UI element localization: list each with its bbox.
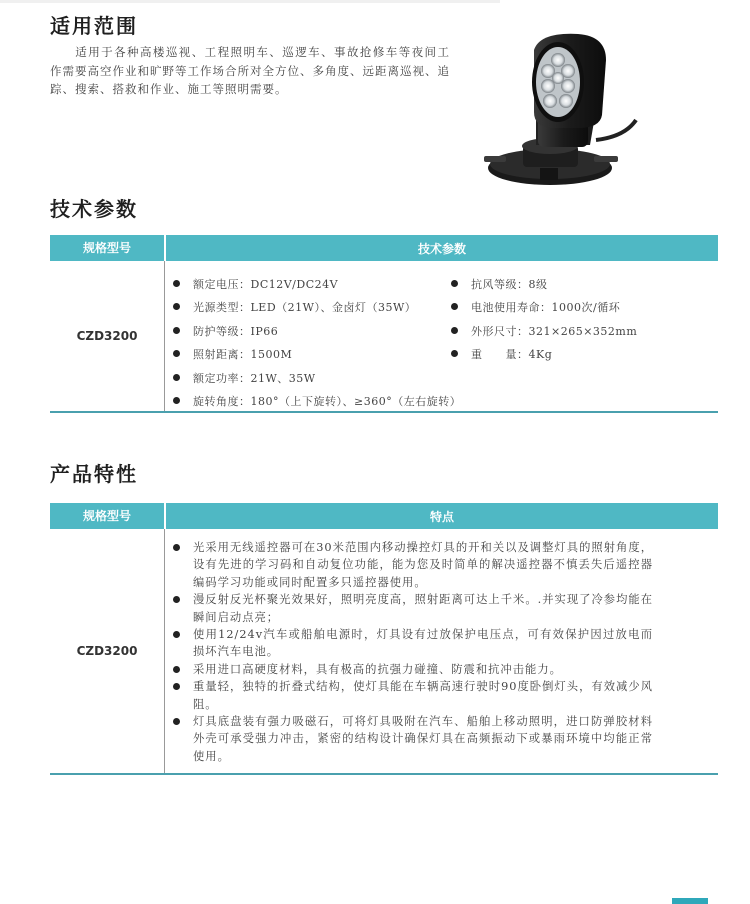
specs-table [50,235,718,413]
feature-item: 重量轻，独特的折叠式结构，使灯具能在车辆高速行驶时90度卧倒灯头，有效减少风阻。 [173,678,718,713]
spec-item: 光源类型：LED（21W）、金卤灯（35W） [173,296,461,319]
bullet-dot-icon [451,350,458,357]
features-header-features: 特点 [429,509,454,524]
top-divider [0,0,500,3]
specs-header-params: 技术参数 [417,241,466,256]
features-table-header [50,503,718,529]
specs-left-list [173,273,461,413]
corner-accent [672,898,708,904]
specs-table-body [50,261,718,413]
feature-item: 漫反射反光杯聚光效果好，照明亮度高，照射距离可达上千米。.并实现了冷参均能在瞬间启动点亮； [173,591,718,626]
feature-item: 光采用无线遥控器可在30米范围内移动操控灯具的开和关以及调整灯具的照射角度，设有先进的学习码和自动复位功能，能为您及时简单的解决遥控器不慎丢失后遥控器编码学习功能或同时配置多只遥控器使用。 [173,539,718,591]
spec-item: 抗风等级：8级 [451,273,637,296]
specs-right-list [451,273,637,367]
bullet-dot-icon [173,631,180,638]
scope-text: 适用于各种高楼巡视、工程照明车、巡逻车、事故抢修车等夜间工作需要高空作业和旷野等工作场合所对全方位、多角度、远距离巡视、追踪、搜索、搭救和作业、施工等照明需要。 [50,45,450,96]
bullet-dot-icon [173,544,180,551]
features-header-model: 规格型号 [50,503,166,529]
bullet-dot-icon [173,666,180,673]
feature-item: 采用进口高硬度材料，具有极高的抗强力碰撞、防震和抗冲击能力。 [173,661,718,678]
features-title: 产品特性 [50,462,138,486]
spec-item: 照射距离：1500M [173,343,461,366]
specs-header-model: 规格型号 [50,235,166,261]
bullet-dot-icon [173,374,180,381]
bullet-dot-icon [173,303,180,310]
bullet-dot-icon [173,327,180,334]
spec-item: 额定电压：DC12V/DC24V [173,273,461,296]
specs-model: CZD3200 [50,261,165,411]
bullet-dot-icon [451,303,458,310]
features-model: CZD3200 [50,529,165,773]
scope-title: 适用范围 [50,14,138,38]
bullet-dot-icon [173,350,180,357]
searchlight-image [478,20,638,195]
spec-item: 外形尺寸：321×265×352mm [451,320,637,343]
spec-item: 旋转角度：180°（上下旋转）、≥360°（左右旋转） [173,390,461,413]
spec-item: 额定功率：21W、35W [173,367,461,390]
bullet-dot-icon [451,280,458,287]
features-table-body [50,529,718,775]
feature-item: 灯具底盘装有强力吸磁石，可将灯具吸附在汽车、船舶上移动照明，进口防弹胶材料外壳可承受强力冲击，紧密的结构设计确保灯具在高频振动下或暴雨环境中均能正常使用。 [173,713,718,765]
spec-item: 防护等级：IP66 [173,320,461,343]
bullet-dot-icon [451,327,458,334]
bullet-dot-icon [173,397,180,404]
bullet-dot-icon [173,596,180,603]
bullet-dot-icon [173,718,180,725]
specs-title: 技术参数 [50,197,138,221]
spec-item: 电池使用寿命：1000次/循环 [451,296,637,319]
bullet-dot-icon [173,683,180,690]
specs-table-header [50,235,718,261]
feature-item: 使用12/24v汽车或船舶电源时，灯具设有过放保护电压点，可有效保护因过放电而损坏汽车电池。 [173,626,718,661]
bullet-dot-icon [173,280,180,287]
features-table [50,503,718,775]
spec-item: 重 量：4Kg [451,343,637,366]
